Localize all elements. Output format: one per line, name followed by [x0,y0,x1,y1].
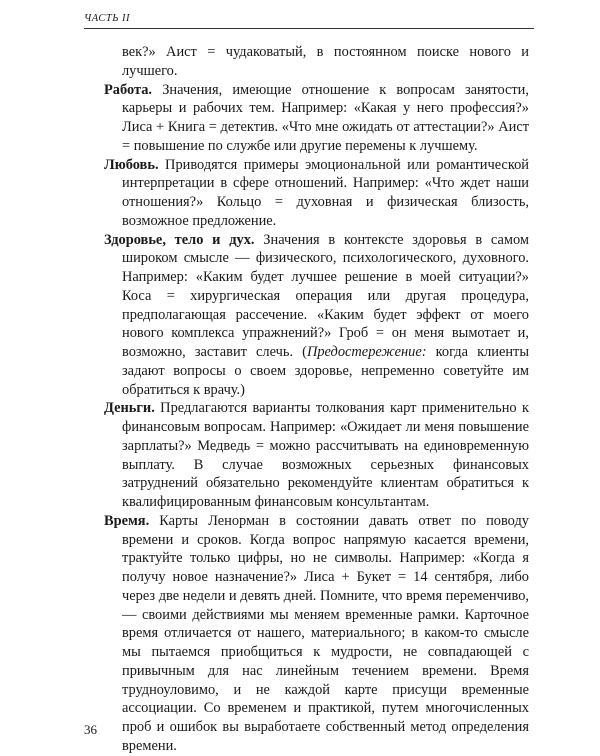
header-rule [84,28,534,29]
paragraph-text: Приводятся примеры эмоциональной или романтической интерпретации в сфере отношений. Например: «Что ждет наши отношения?» Кольцо = духовная и физическая близость, возможное предложение. [122,156,529,229]
term-love: Любовь. [104,156,159,173]
body-text [104,43,529,756]
running-head: ЧАСТЬ II [84,13,131,24]
paragraph-money [104,399,529,512]
paragraph-work [104,81,529,156]
paragraph-text: Значения, имеющие отношение к вопросам занятости, карьеры и рабочих тем. Например: «Какая у него профессия?» Лиса + Книга = детектив. «Что мне ожидать от аттестации?» Аист = повышение по службе или другие перемены к лучшему. [122,81,529,154]
paragraph-text: Значения в контексте здоровья в самом широком смысле — физического, психологического, духовного. Например: «Каким будет лучшее решение в моей ситуации?» Коса = хирургическая операция или другая процедура, предполагающая рассечение. «Каким будет эффект от моего нового комплекса упражнений?» Гроб = он меня вымотает и, возможно, заставит слечь. ( [122,231,530,360]
paragraph-time [104,512,529,756]
paragraph-text: Карты Ленорман в состоянии давать ответ по поводу времени и сроков. Когда вопрос напрямую касается времени, трактуйте только цифры, но не символы. Например: «Когда я получу новое назначение?» Лиса + Букет = 14 сентября, либо через две недели и девять дней. Помните, что время переменчиво, — своими действиями мы меняем временные рамки. Карточное время отличается от нашего, материального; в каком-то смысле мы пытаемся приобщиться к мудрости, не совпадающей с привычным для нас линейным течением времени. Время трудноуловимо, и не каждой карте присущи временные ассоциации. Со временем и практикой, путем многочисленных проб и ошибок вы выработаете собственный метод определения времени. [122,512,529,754]
page-number: 36 [84,722,97,737]
paragraph-love [104,156,529,231]
caution-text: когда клиенты задают вопросы о своем здоровье, непременно советуйте им обратиться к врачу.) [122,344,529,398]
paragraph-text: век?» Аист = чудаковатый, в постоянном поиске нового и лучшего. [122,44,529,79]
paragraph-health [104,231,529,400]
term-money: Деньги. [104,400,155,417]
paragraph-text: Предлагаются варианты толкования карт применительно к финансовым вопросам. Например: «Ожидает ли меня повышение зарплаты?» Медведь = можно рассчитывать на единовременную выплату. В случае возможных серьезных финансовых затруднений обязательно рекомендуйте клиентам обратиться к квалифицированным финансовым консультантам. [122,400,529,510]
term-time: Время. [104,512,150,529]
term-work: Работа. [104,81,153,98]
caution-label: Предостережение: [306,344,427,360]
paragraph-continuation [104,43,529,81]
term-health: Здоровье, тело и дух. [104,231,255,248]
